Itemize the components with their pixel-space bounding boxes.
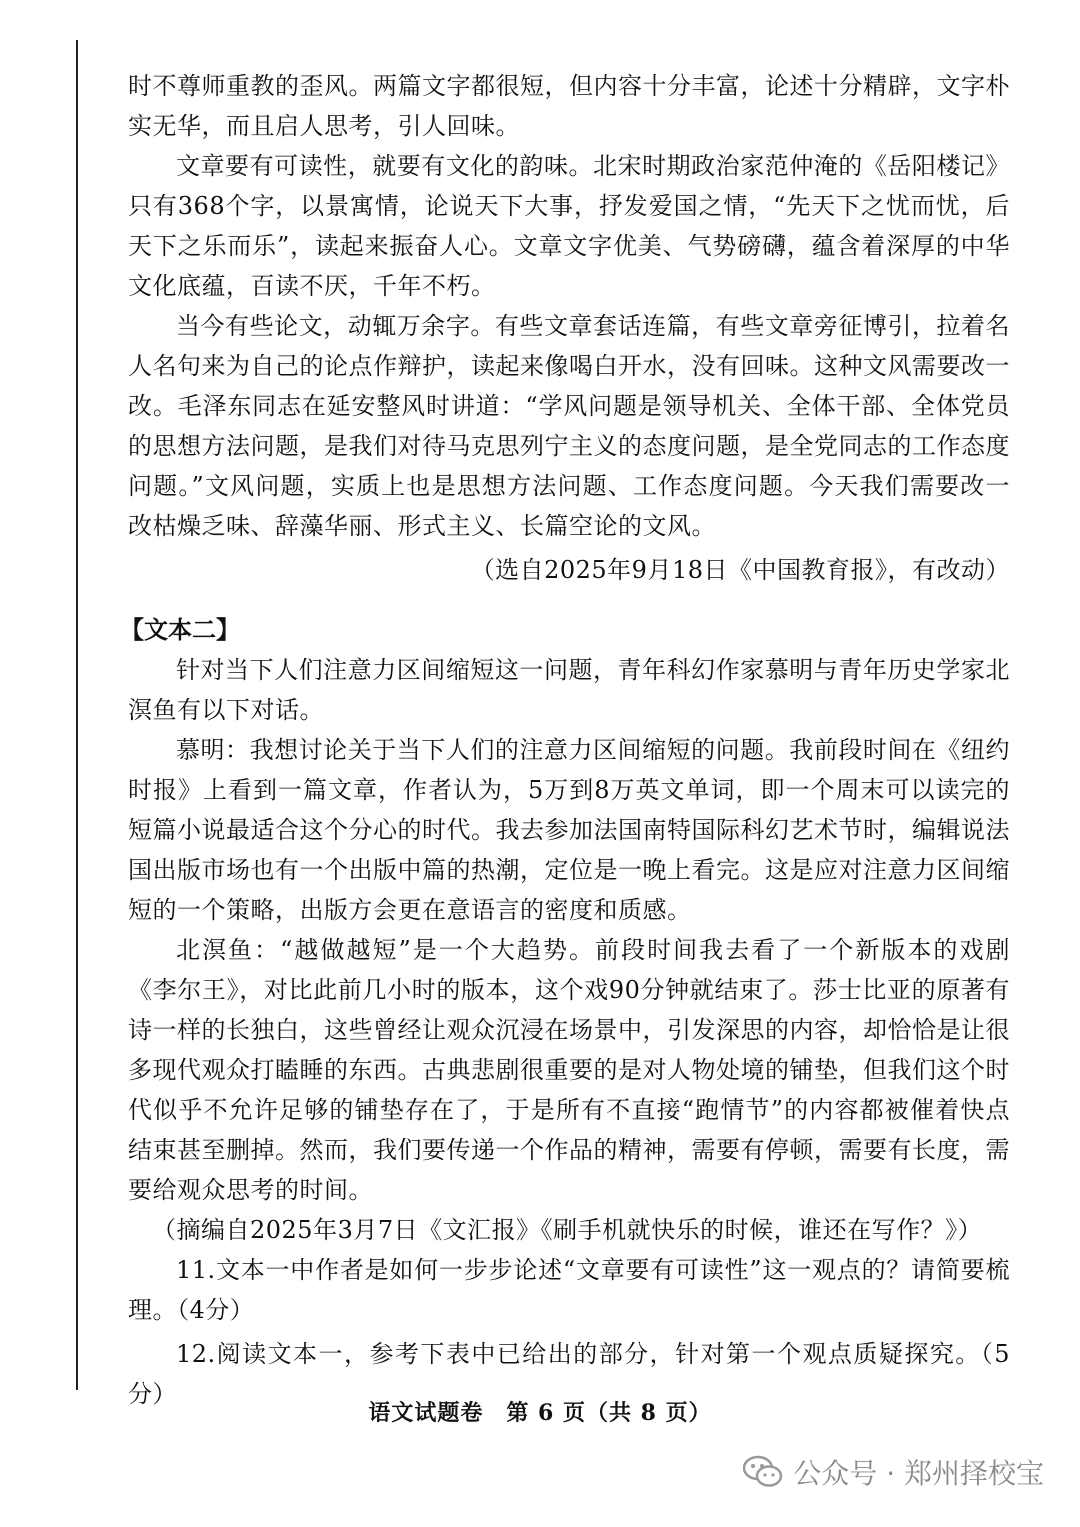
page-footer: 语文试题卷 第 6 页（共 8 页） <box>368 1400 712 1426</box>
page-content <box>120 66 1010 1414</box>
text2-heading: 【文本二】 <box>120 616 240 644</box>
question-12: 12.阅读文本一，参考下表中已给出的部分，针对第一个观点质疑探究。（5分） <box>128 1340 1010 1408</box>
text2-beiming-paragraph: 北溟鱼：“越做越短”是一个大趋势。前段时间我去看了一个新版本的戏剧《李尔王》，对比此前几小时的版本，这个戏90分钟就结束了。莎士比亚的原著有诗一样的长独白，这些曾经让观众沉浸在场景中，引发深思的内容，却恰恰是让很多现代观众打瞌睡的东西。古典悲剧很重要的是对人物处境的铺垫，但我们这个时代似乎不允许足够的铺垫存在了，于是所有不直接“跑情节”的内容都被催着快点结束甚至删掉。然而，我们要传递一个作品的精神，需要有停顿，需要有长度，需要给观众思考的时间。 <box>128 936 1010 1204</box>
wechat-watermark <box>743 1452 1044 1492</box>
text2-intro: 针对当下人们注意力区间缩短这一问题，青年科幻作家慕明与青年历史学家北溟鱼有以下对话。 <box>128 656 1010 724</box>
binding-margin-line <box>76 40 78 1390</box>
wechat-icon <box>743 1455 783 1489</box>
text1-paragraph-1: 时不尊师重教的歪风。两篇文字都很短，但内容十分丰富，论述十分精辟，文字朴实无华，而且启人思考，引人回味。 <box>128 72 1010 140</box>
text1-paragraph-2: 文章要有可读性，就要有文化的韵味。北宋时期政治家范仲淹的《岳阳楼记》只有368个字，以景寓情，论说天下大事，抒发爱国之情，“先天下之忧而忧，后天下之乐而乐”，读起来振奋人心。文章文字优美、气势磅礴，蕴含着深厚的中华文化底蕴，百读不厌，千年不朽。 <box>128 152 1010 300</box>
text2-source: （摘编自2025年3月7日《文汇报》《刷手机就快乐的时候，谁还在写作？》） <box>152 1216 983 1244</box>
text2-muming-paragraph: 慕明：我想讨论关于当下人们的注意力区间缩短的问题。我前段时间在《纽约时报》上看到一篇文章，作者认为，5万到8万英文单词，即一个周末可以读完的短篇小说最适合这个分心的时代。我去参加法国南特国际科幻艺术节时，编辑说法国出版市场也有一个出版中篇的热潮，定位是一晚上看完。这是应对注意力区间缩短的一个策略，出版方会更在意语言的密度和质感。 <box>128 736 1010 924</box>
text1-paragraph-3: 当今有些论文，动辄万余字。有些文章套话连篇，有些文章旁征博引，拉着名人名句来为自己的论点作辩护，读起来像喝白开水，没有回味。这种文风需要改一改。毛泽东同志在延安整风时讲道：“学风问题是领导机关、全体干部、全体党员的思想方法问题，是我们对待马克思列宁主义的态度问题，是全党同志的工作态度问题。”文风问题，实质上也是思想方法问题、工作态度问题。今天我们需要改一改枯燥乏味、辞藻华丽、形式主义、长篇空论的文风。 <box>128 312 1010 540</box>
watermark-text: 公众号 · 郑州择校宝 <box>793 1457 1044 1490</box>
text1-source: （选自2025年9月18日《中国教育报》，有改动） <box>470 556 1010 584</box>
question-11: 11.文本一中作者是如何一步步论述“文章要有可读性”这一观点的？请简要梳理。（4分） <box>128 1256 1010 1324</box>
